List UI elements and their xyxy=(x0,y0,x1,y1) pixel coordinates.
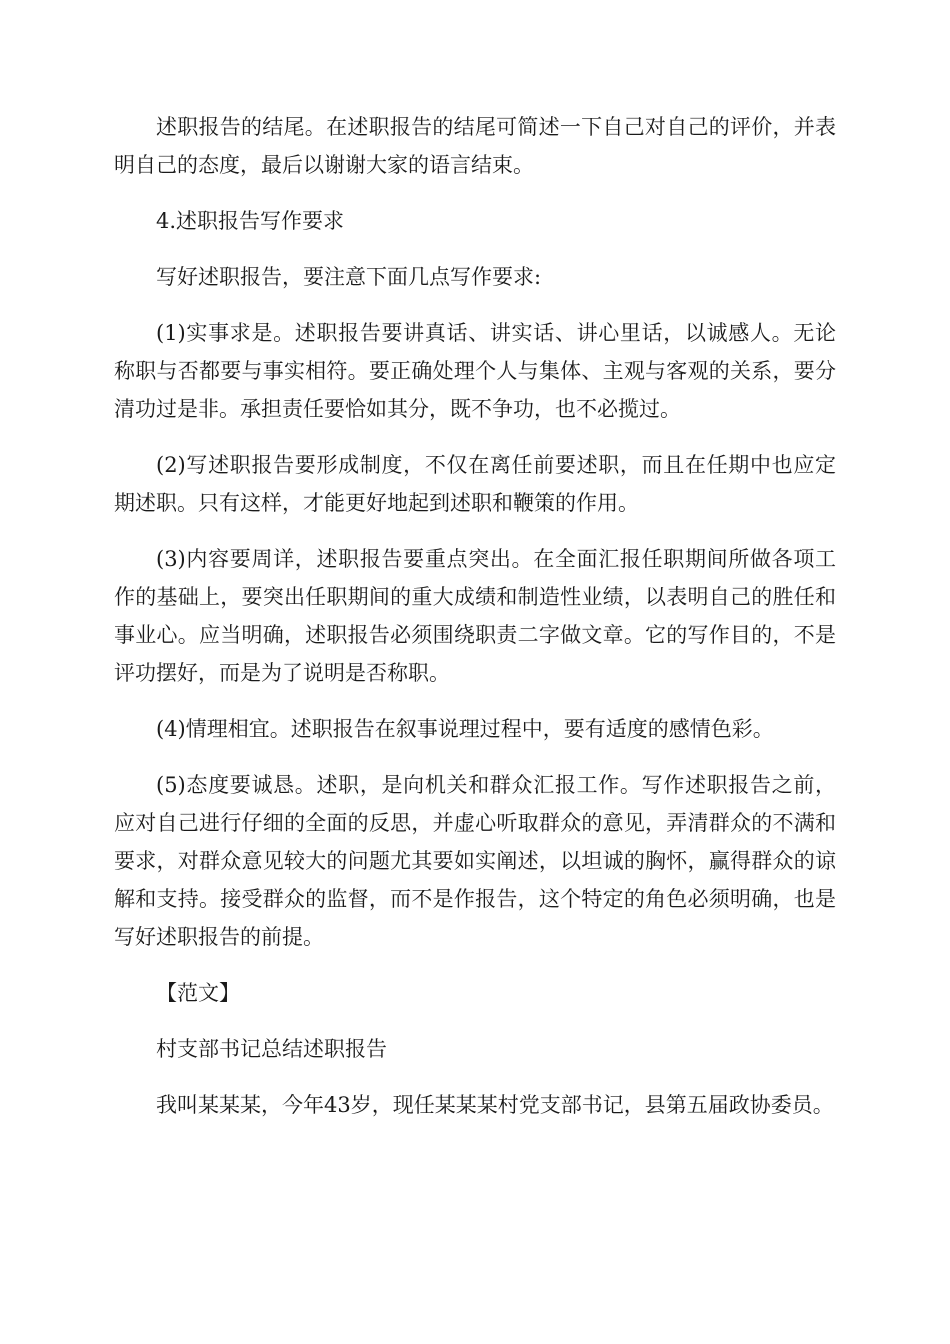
paragraph-self-introduction: 我叫某某某，今年43岁，现任某某某村党支部书记，县第五届政协委员。 xyxy=(156,1093,834,1117)
paragraph-requirement-1: (1)实事求是。述职报告要讲真话、讲实话、讲心里话，以诚感人。无论称职与否都要与事实相符。要正确处理个人与集体、主观与客观的关系，要分清功过是非。承担责任要恰如其分，既不争功，也不必揽过。 xyxy=(114,321,836,421)
paragraph-requirement-3: (3)内容要周详，述职报告要重点突出。在全面汇报任职期间所做各项工作的基础上，要突出任职期间的重大成绩和制造性业绩，以表明自己的胜任和事业心。应当明确，述职报告必须围绕职责二字做文章。它的写作目的，不是评功摆好，而是为了说明是否称职。 xyxy=(114,547,836,685)
document-body xyxy=(114,108,836,1142)
paragraph-requirements-intro: 写好述职报告，要注意下面几点写作要求: xyxy=(156,265,542,289)
sample-essay-title: 村支部书记总结述职报告 xyxy=(156,1037,387,1061)
paragraph-report-ending: 述职报告的结尾。在述职报告的结尾可简述一下自己对自己的评价，并表明自己的态度，最后以谢谢大家的语言结束。 xyxy=(114,115,836,177)
paragraph-requirement-2: (2)写述职报告要形成制度，不仅在离任前要述职，而且在任期中也应定期述职。只有这样，才能更好地起到述职和鞭策的作用。 xyxy=(114,453,836,515)
paragraph-requirement-4: (4)情理相宜。述职报告在叙事说理过程中，要有适度的感情色彩。 xyxy=(156,717,774,741)
paragraph-requirement-5: (5)态度要诚恳。述职，是向机关和群众汇报工作。写作述职报告之前，应对自己进行仔细的全面的反思，并虚心听取群众的意见，弄清群众的不满和要求，对群众意见较大的问题尤其要如实阐述，以坦诚的胸怀，赢得群众的谅解和支持。接受群众的监督，而不是作报告，这个特定的角色必须明确，也是写好述职报告的前提。 xyxy=(114,773,836,949)
section-heading-writing-requirements: 4.述职报告写作要求 xyxy=(156,209,345,233)
sample-essay-label: 【范文】 xyxy=(156,981,240,1005)
